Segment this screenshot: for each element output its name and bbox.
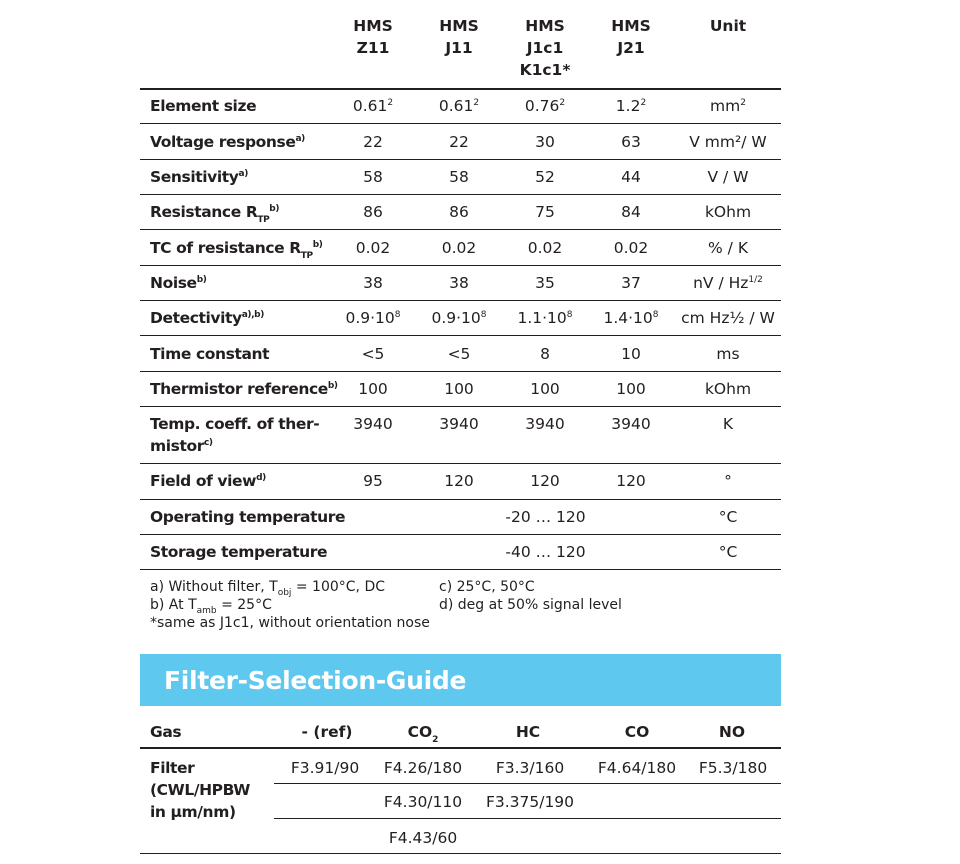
row-value: 10	[621, 345, 641, 363]
filter-header-hc: HC	[515, 723, 541, 741]
row-value: 58	[449, 168, 469, 186]
row-value: 30	[535, 133, 555, 151]
row-divider	[140, 265, 781, 266]
row-label: Voltage response$^{a)}$	[150, 133, 305, 151]
row-value: <5	[361, 345, 385, 363]
col-header-z11: HMS Z11	[353, 17, 393, 57]
row-span-value: -20 … 120	[505, 508, 586, 526]
filter-cell-co2-1: F4.26/180	[383, 759, 463, 777]
row-value: 63	[621, 133, 641, 151]
col-header-j1c1: HMS J1c1 K1c1*	[519, 17, 571, 79]
filter-header-co: CO	[624, 723, 650, 741]
row-unit: °C	[718, 543, 738, 561]
filter-cell-co2-2: F4.30/110	[383, 793, 463, 811]
row-label: Time constant	[150, 345, 270, 363]
row-value: 120	[530, 472, 560, 490]
row-divider	[140, 371, 781, 372]
row-divider	[140, 194, 781, 195]
row-value: $1.1\cdot 10^8$	[517, 309, 573, 327]
row-unit: °C	[718, 508, 738, 526]
row-value: $0.9\cdot 10^8$	[345, 309, 401, 327]
row-value: 38	[449, 274, 469, 292]
row-label: Thermistor reference$^{b)}$	[150, 380, 338, 398]
filter-cell-no-1: F5.3/180	[698, 759, 768, 777]
row-value: 3940	[611, 415, 651, 433]
row-value: 0.61$^2$	[352, 97, 394, 115]
row-value: 95	[363, 472, 383, 490]
row-label: Storage temperature	[150, 543, 328, 561]
footnotes-right	[439, 578, 699, 614]
row-value: 84	[621, 203, 641, 221]
row-unit: kOhm	[704, 203, 752, 221]
filter-cell-hc-1: F3.3/160	[495, 759, 565, 777]
row-label: Resistance $R_{TP}^{b)}$	[150, 203, 280, 225]
row-value: $1.2^2$	[615, 97, 647, 115]
filter-header-co2: $CO_2$	[407, 723, 439, 745]
row-value: 3940	[525, 415, 565, 433]
row-value: $0.9\cdot 10^8$	[431, 309, 487, 327]
row-value: 0.02	[355, 239, 391, 257]
row-value: 120	[616, 472, 646, 490]
row-divider	[140, 534, 781, 535]
spec-table-top-rule	[140, 88, 781, 90]
row-value: 22	[449, 133, 469, 151]
row-value: 38	[363, 274, 383, 292]
row-value: 0.02	[527, 239, 563, 257]
row-value: 100	[616, 380, 646, 398]
filter-bottom-rule	[140, 853, 781, 854]
col-header-unit: Unit	[709, 17, 747, 35]
row-value: 37	[621, 274, 641, 292]
filter-guide-banner	[140, 654, 781, 706]
row-divider	[140, 406, 781, 407]
filter-header-ref: - (ref)	[301, 723, 353, 741]
row-unit: °	[724, 472, 732, 490]
row-unit: nV / $Hz^{1/2}$	[693, 274, 763, 292]
row-divider	[140, 300, 781, 301]
filter-cell-hc-2: F3.375/190	[485, 793, 575, 811]
row-value: <5	[447, 345, 471, 363]
row-value: 100	[444, 380, 474, 398]
footnote-star: *same as J1c1, without orientation nose	[150, 615, 430, 631]
row-label: Element size	[150, 97, 257, 115]
row-value: 75	[535, 203, 555, 221]
row-divider	[140, 159, 781, 160]
filter-header-no: NO	[718, 723, 746, 741]
col-header-j11: HMS J11	[439, 17, 479, 57]
row-value: 3940	[353, 415, 393, 433]
row-value: 0.02	[441, 239, 477, 257]
row-value: 52	[535, 168, 555, 186]
row-divider	[140, 229, 781, 230]
row-label: Noise$^{b)}$	[150, 274, 207, 292]
row-divider	[140, 569, 781, 570]
row-value: 100	[530, 380, 560, 398]
filter-cell-ref-1: F3.91/90	[290, 759, 360, 777]
row-divider	[140, 123, 781, 124]
row-value: 44	[621, 168, 641, 186]
row-unit: kOhm	[704, 380, 752, 398]
filter-cell-co-1: F4.64/180	[597, 759, 677, 777]
row-label: Field of view$^{d)}$	[150, 472, 266, 490]
row-unit: V mm²/ W	[689, 133, 767, 151]
row-unit: cm Hz½ / W	[681, 309, 775, 327]
row-span-value: -40 … 120	[505, 543, 586, 561]
row-divider	[140, 463, 781, 464]
row-value: 120	[444, 472, 474, 490]
filter-cell-co2-3: F4.43/60	[388, 829, 458, 847]
row-unit: ms	[716, 345, 740, 363]
row-value: 0.02	[613, 239, 649, 257]
filter-row-rule-1	[274, 783, 781, 784]
row-value: 86	[449, 203, 469, 221]
filter-row-label: Filter (CWL/HPBW in µm/nm)	[150, 759, 250, 821]
row-value: 58	[363, 168, 383, 186]
row-label: Temp. coeff. of ther- mistor$^{c)}$	[150, 415, 320, 455]
row-value: 35	[535, 274, 555, 292]
row-value: 100	[358, 380, 388, 398]
filter-header-gas: Gas	[150, 723, 182, 741]
col-header-j21: HMS J21	[611, 17, 651, 57]
filter-row-rule-2	[274, 818, 781, 819]
row-label: Detectivity$^{a),b)}$	[150, 309, 264, 327]
footnote-b: b) At $T_{amb} = 25^\circ C$	[150, 597, 272, 616]
row-value: $1.4\cdot 10^8$	[603, 309, 659, 327]
row-value: 0.76$^2$	[524, 97, 566, 115]
row-divider	[140, 335, 781, 336]
row-unit: K	[722, 415, 734, 433]
row-unit: $mm^2$	[710, 97, 746, 115]
footnote-a: a) Without filter, $T_{obj} = 100^\circ C$, DC	[150, 579, 386, 598]
footnotes-left	[150, 578, 440, 632]
row-value: 0.61$^2$	[438, 97, 480, 115]
row-label: TC of resistance $R_{TP}^{b)}$	[150, 239, 323, 261]
footnote-c: c) 25°C, 50°C	[439, 579, 535, 595]
row-value: 86	[363, 203, 383, 221]
filter-header-rule	[140, 747, 781, 749]
row-value: 3940	[439, 415, 479, 433]
row-label: Sensitivity$^{a)}$	[150, 168, 248, 186]
row-label: Operating temperature	[150, 508, 346, 526]
row-value: 8	[540, 345, 550, 363]
row-value: 22	[363, 133, 383, 151]
row-divider	[140, 499, 781, 500]
row-unit: V / W	[707, 168, 749, 186]
footnote-d: d) deg at 50% signal level	[439, 597, 622, 613]
row-unit: % / K	[708, 239, 748, 257]
filter-guide-title: Filter-Selection-Guide	[164, 666, 467, 695]
